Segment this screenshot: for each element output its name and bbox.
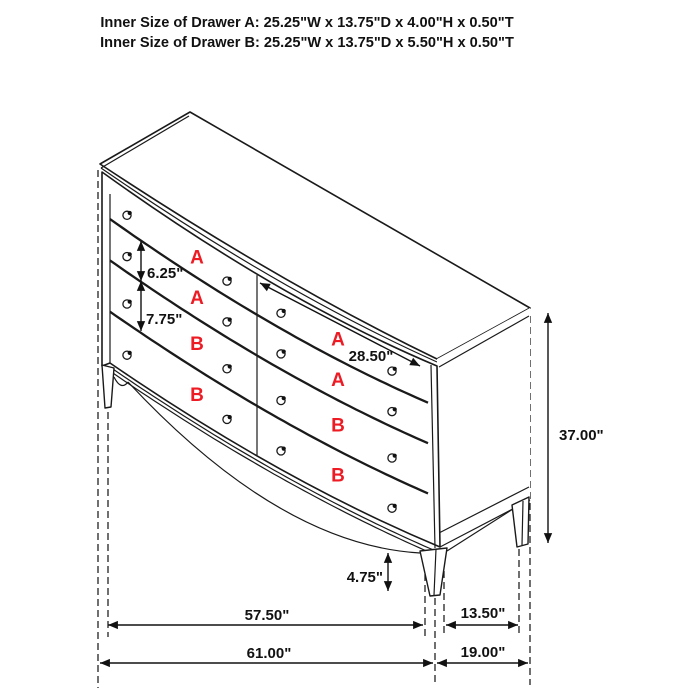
title-line-1: Inner Size of Drawer A: 25.25"W x 13.75"D x 4.00"H x 0.50"T bbox=[100, 15, 514, 31]
side-leg-span-value: 13.50" bbox=[460, 605, 506, 622]
drawer-knob-icon bbox=[388, 454, 397, 463]
title-block bbox=[100, 15, 514, 51]
drawer-knob-icon bbox=[277, 396, 286, 405]
half-width-value: 28.50" bbox=[348, 348, 394, 365]
front-left-leg bbox=[102, 365, 114, 408]
drawer-knob-icon bbox=[277, 350, 286, 359]
left-drawer-4-label: B bbox=[190, 384, 204, 406]
right-drawer-4-label: B bbox=[331, 465, 345, 487]
drawer-knob-icon bbox=[388, 504, 397, 512]
drawer-knob-icon bbox=[223, 277, 232, 286]
drawer-knob-icon bbox=[223, 364, 232, 373]
title-line-2: Inner Size of Drawer B: 25.25"W x 13.75"D x 5.50"H x 0.50"T bbox=[100, 35, 514, 51]
front-right-leg bbox=[420, 548, 447, 596]
overall-depth-value: 19.00" bbox=[460, 644, 506, 661]
drawer-knob-icon bbox=[123, 211, 132, 220]
right-drawer-2-label: A bbox=[331, 370, 345, 391]
overall-width-value: 61.00" bbox=[246, 645, 292, 662]
back-right-leg bbox=[512, 497, 529, 547]
left-drawer-3-label: B bbox=[190, 334, 204, 356]
drawer-knob-icon bbox=[223, 415, 232, 424]
front-leg-span-value: 57.50" bbox=[244, 607, 290, 624]
drawer-knob-icon bbox=[277, 309, 286, 318]
drawer-knob-icon bbox=[388, 367, 397, 376]
overall-height-value: 37.00" bbox=[559, 427, 604, 444]
drawer-knob-icon bbox=[123, 300, 132, 309]
drawer-knob-icon bbox=[277, 447, 286, 456]
drawer-knob-icon bbox=[123, 252, 132, 261]
leg-height-value: 4.75" bbox=[346, 569, 383, 586]
drawer-a-height-value: 6.25" bbox=[147, 265, 184, 282]
drawer-knob-icon bbox=[223, 318, 232, 327]
drawer-knob-icon bbox=[388, 407, 397, 416]
drawer-knob-icon bbox=[123, 351, 132, 360]
left-drawer-1-label: A bbox=[190, 247, 204, 269]
drawer-b-height-value: 7.75" bbox=[146, 311, 183, 328]
left-drawer-2-label: A bbox=[190, 288, 204, 310]
right-drawer-1-label: A bbox=[331, 329, 345, 351]
right-drawer-3-label: B bbox=[331, 415, 345, 437]
